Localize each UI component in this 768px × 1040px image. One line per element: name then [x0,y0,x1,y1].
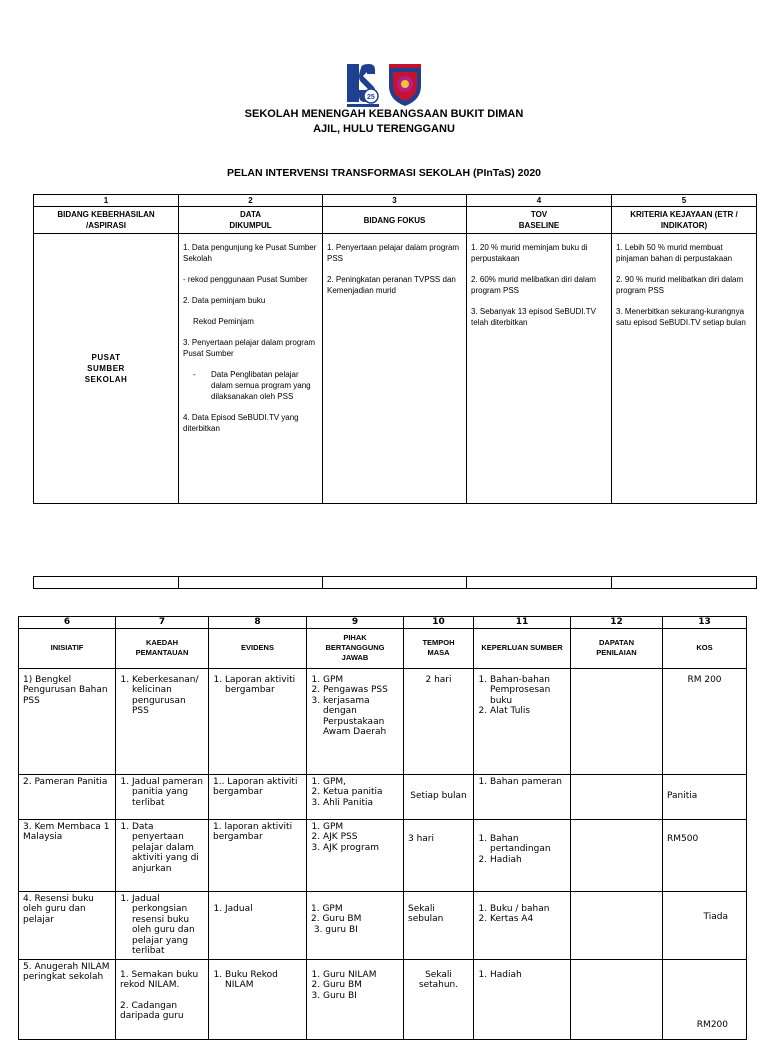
lower-col-number: 11 [474,617,571,629]
keperluan-item: 2. Hadiah [490,855,566,866]
empty-cell [467,577,612,589]
header-kriteria-kejayaan [612,207,757,234]
top-header-row [34,207,757,234]
pihak-item: 2. Ketua panitia [323,787,399,798]
pihak-cell [307,668,404,774]
table-row [19,668,747,774]
pihak-item: 3. guru BI [311,924,358,935]
school-logo-icon [345,60,425,110]
pihak-cell [307,819,404,891]
evidens-cell: 1. laporan aktiviti bergambar [209,819,307,891]
table-row [19,774,747,819]
tempoh-cell: Sekali setahun. [404,959,474,1039]
header-line: BIDANG FOKUS [363,215,426,225]
evidens-cell [209,959,307,1039]
data-item: 4. Data Episod SeBUDI.TV yang diterbitkan [183,413,299,433]
bidang-line: SEKOLAH [84,375,128,384]
bidang-fokus-cell [323,234,467,504]
kaedah-cell [116,668,209,774]
kaedah-cell [116,819,209,891]
header-evidens [209,628,307,668]
header-line: DIKUMPUL [229,221,272,230]
tov-item: 2. 60% murid melibatkan diri dalam program PSS [471,275,596,295]
kaedah-item: 2. Cadangan daripada guru [120,1000,184,1021]
keperluan-item: 1. Bahan pameran [490,777,566,788]
keperluan-cell [474,891,571,959]
header-line: MASA [427,648,450,657]
header-line: PIHAK [343,633,367,642]
data-item-text: Data Penglibatan pelajar dalam semua program yang dilaksanakan oleh PSS [211,370,311,401]
keperluan-cell [474,774,571,819]
lower-number-row [19,617,747,629]
empty-cell [612,577,757,589]
pihak-item: 3. AJK program [323,843,399,854]
header-line: INDIKATOR) [660,221,708,230]
inisiatif-cell: 3. Kem Membaca 1 Malaysia [19,819,116,891]
empty-cell [179,577,323,589]
header-line: BASELINE [518,221,560,230]
table-row [19,819,747,891]
keperluan-item: 2. Kertas A4 [490,914,566,925]
evidens-cell [209,668,307,774]
top-col-number: 1 [34,195,179,207]
data-dikumpul-cell [179,234,323,504]
lower-col-number: 12 [571,617,663,629]
header-pihak-bertanggung-jawab [307,628,404,668]
school-name: SEKOLAH MENENGAH KEBANGSAAN BUKIT DIMAN [244,108,524,120]
evidens-cell: 1.. Laporan aktiviti bergambar [209,774,307,819]
pihak-item: 2. Pengawas PSS [323,685,399,696]
kaedah-item: 1. Jadual pameran panitia yang terlibat [132,777,204,809]
fokus-item: 1. Penyertaan pelajar dalam program PSS [327,243,460,263]
header-line: TEMPOH [422,638,455,647]
top-col-number: 5 [612,195,757,207]
data-item [183,369,318,402]
keperluan-cell [474,819,571,891]
kriteria-cell [612,234,757,504]
header-bidang-keberhasilan [34,207,179,234]
lower-col-number: 8 [209,617,307,629]
dapatan-cell [571,668,663,774]
pihak-item: 2. Guru BM [323,980,399,991]
evidens-cell [209,891,307,959]
pihak-cell [307,959,404,1039]
pihak-item: 1. GPM, [323,777,399,788]
header-tempoh-masa [404,628,474,668]
header-kaedah-pemantauan [116,628,209,668]
evidens-item: 1. Laporan aktiviti bergambar [225,675,302,696]
top-body-row [34,234,757,504]
empty-strip-row [34,577,757,589]
empty-strip-table [33,576,757,589]
header-line: KRITERIA KEJAYAAN (ETR / [630,210,738,219]
fokus-item: 2. Peningkatan peranan TVPSS dan Kemenjadian murid [327,275,456,295]
table-row [19,891,747,959]
kaedah-item: 1. Data penyertaan pelajar dalam aktiviti yang di anjurkan [132,822,204,875]
dash-marker: - [193,370,196,379]
top-col-number: 2 [179,195,323,207]
kaedah-cell [116,774,209,819]
inisiatif-cell: 1) Bengkel Pengurusan Bahan PSS [19,668,116,774]
data-item: 2. Data peminjam buku [183,296,266,305]
kos-cell: RM 200 [663,668,747,774]
kaedah-cell [116,891,209,959]
header-dapatan-penilaian [571,628,663,668]
kaedah-item: 1. Semakan buku rekod NILAM. [120,969,199,990]
header-line: JAWAB [341,653,369,662]
header-line: PENILAIAN [596,648,637,657]
dapatan-cell [571,891,663,959]
header-line: KEPERLUAN SUMBER [481,643,563,652]
lower-col-number: 10 [404,617,474,629]
keperluan-item: 2. Alat Tulis [490,706,566,717]
kos-cell: RM500 [663,819,747,891]
inisiatif-cell: 2. Pameran Panitia [19,774,116,819]
top-col-number: 3 [323,195,467,207]
data-item: Rekod Peminjam [193,317,254,326]
kaedah-item: 1. Jadual perkongsian resensi buku oleh guru dan pelajar yang terlibat [132,894,204,957]
header-line: BERTANGGUNG [325,643,385,652]
data-item: - rekod penggunaan Pusat Sumber [183,275,308,284]
kaedah-cell [116,959,209,1039]
lower-table [18,616,747,1040]
evidens-item: 1. Jadual [225,904,302,915]
top-table [33,194,757,504]
pihak-cell [307,774,404,819]
kos-cell: Panitia [663,774,747,819]
pihak-item: 1. GPM [311,903,343,914]
lower-col-number: 9 [307,617,404,629]
kriteria-item: 2. 90 % murid melibatkan diri dalam program PSS [616,275,744,295]
pihak-item: 2. Guru BM [311,914,362,924]
header-tov-baseline [467,207,612,234]
tempoh-cell: Sekali sebulan [404,891,474,959]
header-line: TOV [530,210,548,219]
tov-cell [467,234,612,504]
keperluan-item: 1. Buku / bahan [490,904,566,915]
data-item: 3. Penyertaan pelajar dalam program Pusat Sumber [183,338,316,358]
header-kos [663,628,747,668]
header-line: /ASPIRASI [85,221,126,230]
empty-cell [34,577,179,589]
dapatan-cell [571,959,663,1039]
pihak-item: 1. GPM [323,675,399,686]
inisiatif-cell: 5. Anugerah NILAM peringkat sekolah [19,959,116,1039]
keperluan-item: 1. Bahan-bahan Pemprosesan buku [490,675,566,707]
empty-cell [323,577,467,589]
header-keperluan-sumber [474,628,571,668]
keperluan-cell [474,668,571,774]
plan-title: PELAN INTERVENSI TRANSFORMASI SEKOLAH (PInTaS) 2020 [226,167,542,179]
keperluan-item: 1. Bahan pertandingan [490,834,566,855]
header-line: BIDANG KEBERHASILAN [57,210,155,219]
header-data-dikumpul [179,207,323,234]
tov-item: 1. 20 % murid meminjam buku di perpustakaan [471,243,588,263]
lower-col-number: 13 [663,617,747,629]
kos-cell: Tiada [663,891,747,959]
pihak-item: 3. Ahli Panitia [323,798,399,809]
kaedah-item: 1. Keberkesanan/ kelicinan pengurusan PSS [132,675,204,717]
pihak-item: 3. Guru BI [323,991,399,1002]
header-line: KAEDAH [145,638,179,647]
logo-numeral: 25 [367,94,375,101]
pihak-item: 2. AJK PSS [323,832,399,843]
tempoh-cell: 2 hari [404,668,474,774]
lower-col-number: 7 [116,617,209,629]
school-logos [345,60,425,110]
kriteria-item: 1. Lebih 50 % murid membuat pinjaman bahan di perpustakaan [616,243,733,263]
tempoh-cell: Setiap bulan [404,774,474,819]
kos-cell: RM200 [663,959,747,1039]
evidens-item: 1. Buku Rekod NILAM [225,970,302,991]
kriteria-item: 3. Menerbitkan sekurang-kurangnya satu episod SeBUDI.TV setiap bulan [616,307,746,327]
header-inisiatif [19,628,116,668]
dapatan-cell [571,819,663,891]
header-line: DAPATAN [599,638,634,647]
keperluan-cell [474,959,571,1039]
pihak-item: 1. Guru NILAM [323,970,399,981]
top-number-row [34,195,757,207]
header-line: INISIATIF [50,643,84,652]
pihak-item: 3. kerjasama dengan Perpustakaan Awam Daerah [323,696,399,738]
top-col-number: 4 [467,195,612,207]
keperluan-item: 1. Hadiah [490,970,566,981]
header-line: PEMANTAUAN [135,648,189,657]
header-bidang-fokus [323,207,467,234]
table-row [19,959,747,1039]
inisiatif-cell: 4. Resensi buku oleh guru dan pelajar [19,891,116,959]
lower-col-number: 6 [19,617,116,629]
tov-item: 3. Sebanyak 13 episod SeBUDI.TV telah diterbitkan [471,307,596,327]
header-line: KOS [696,643,713,652]
school-location: AJIL, HULU TERENGGANU [313,123,455,135]
pihak-cell [307,891,404,959]
header-line: DATA [239,210,262,219]
bidang-keberhasilan-cell [34,234,179,504]
data-item: 1. Data pengunjung ke Pusat Sumber Sekolah [183,243,317,263]
lower-header-row [19,628,747,668]
bidang-line: SUMBER [87,364,125,373]
header-line: EVIDENS [241,643,274,652]
tempoh-cell: 3 hari [404,819,474,891]
dapatan-cell [571,774,663,819]
bidang-line: PUSAT [91,353,121,362]
pihak-item: 1. GPM [323,822,399,833]
